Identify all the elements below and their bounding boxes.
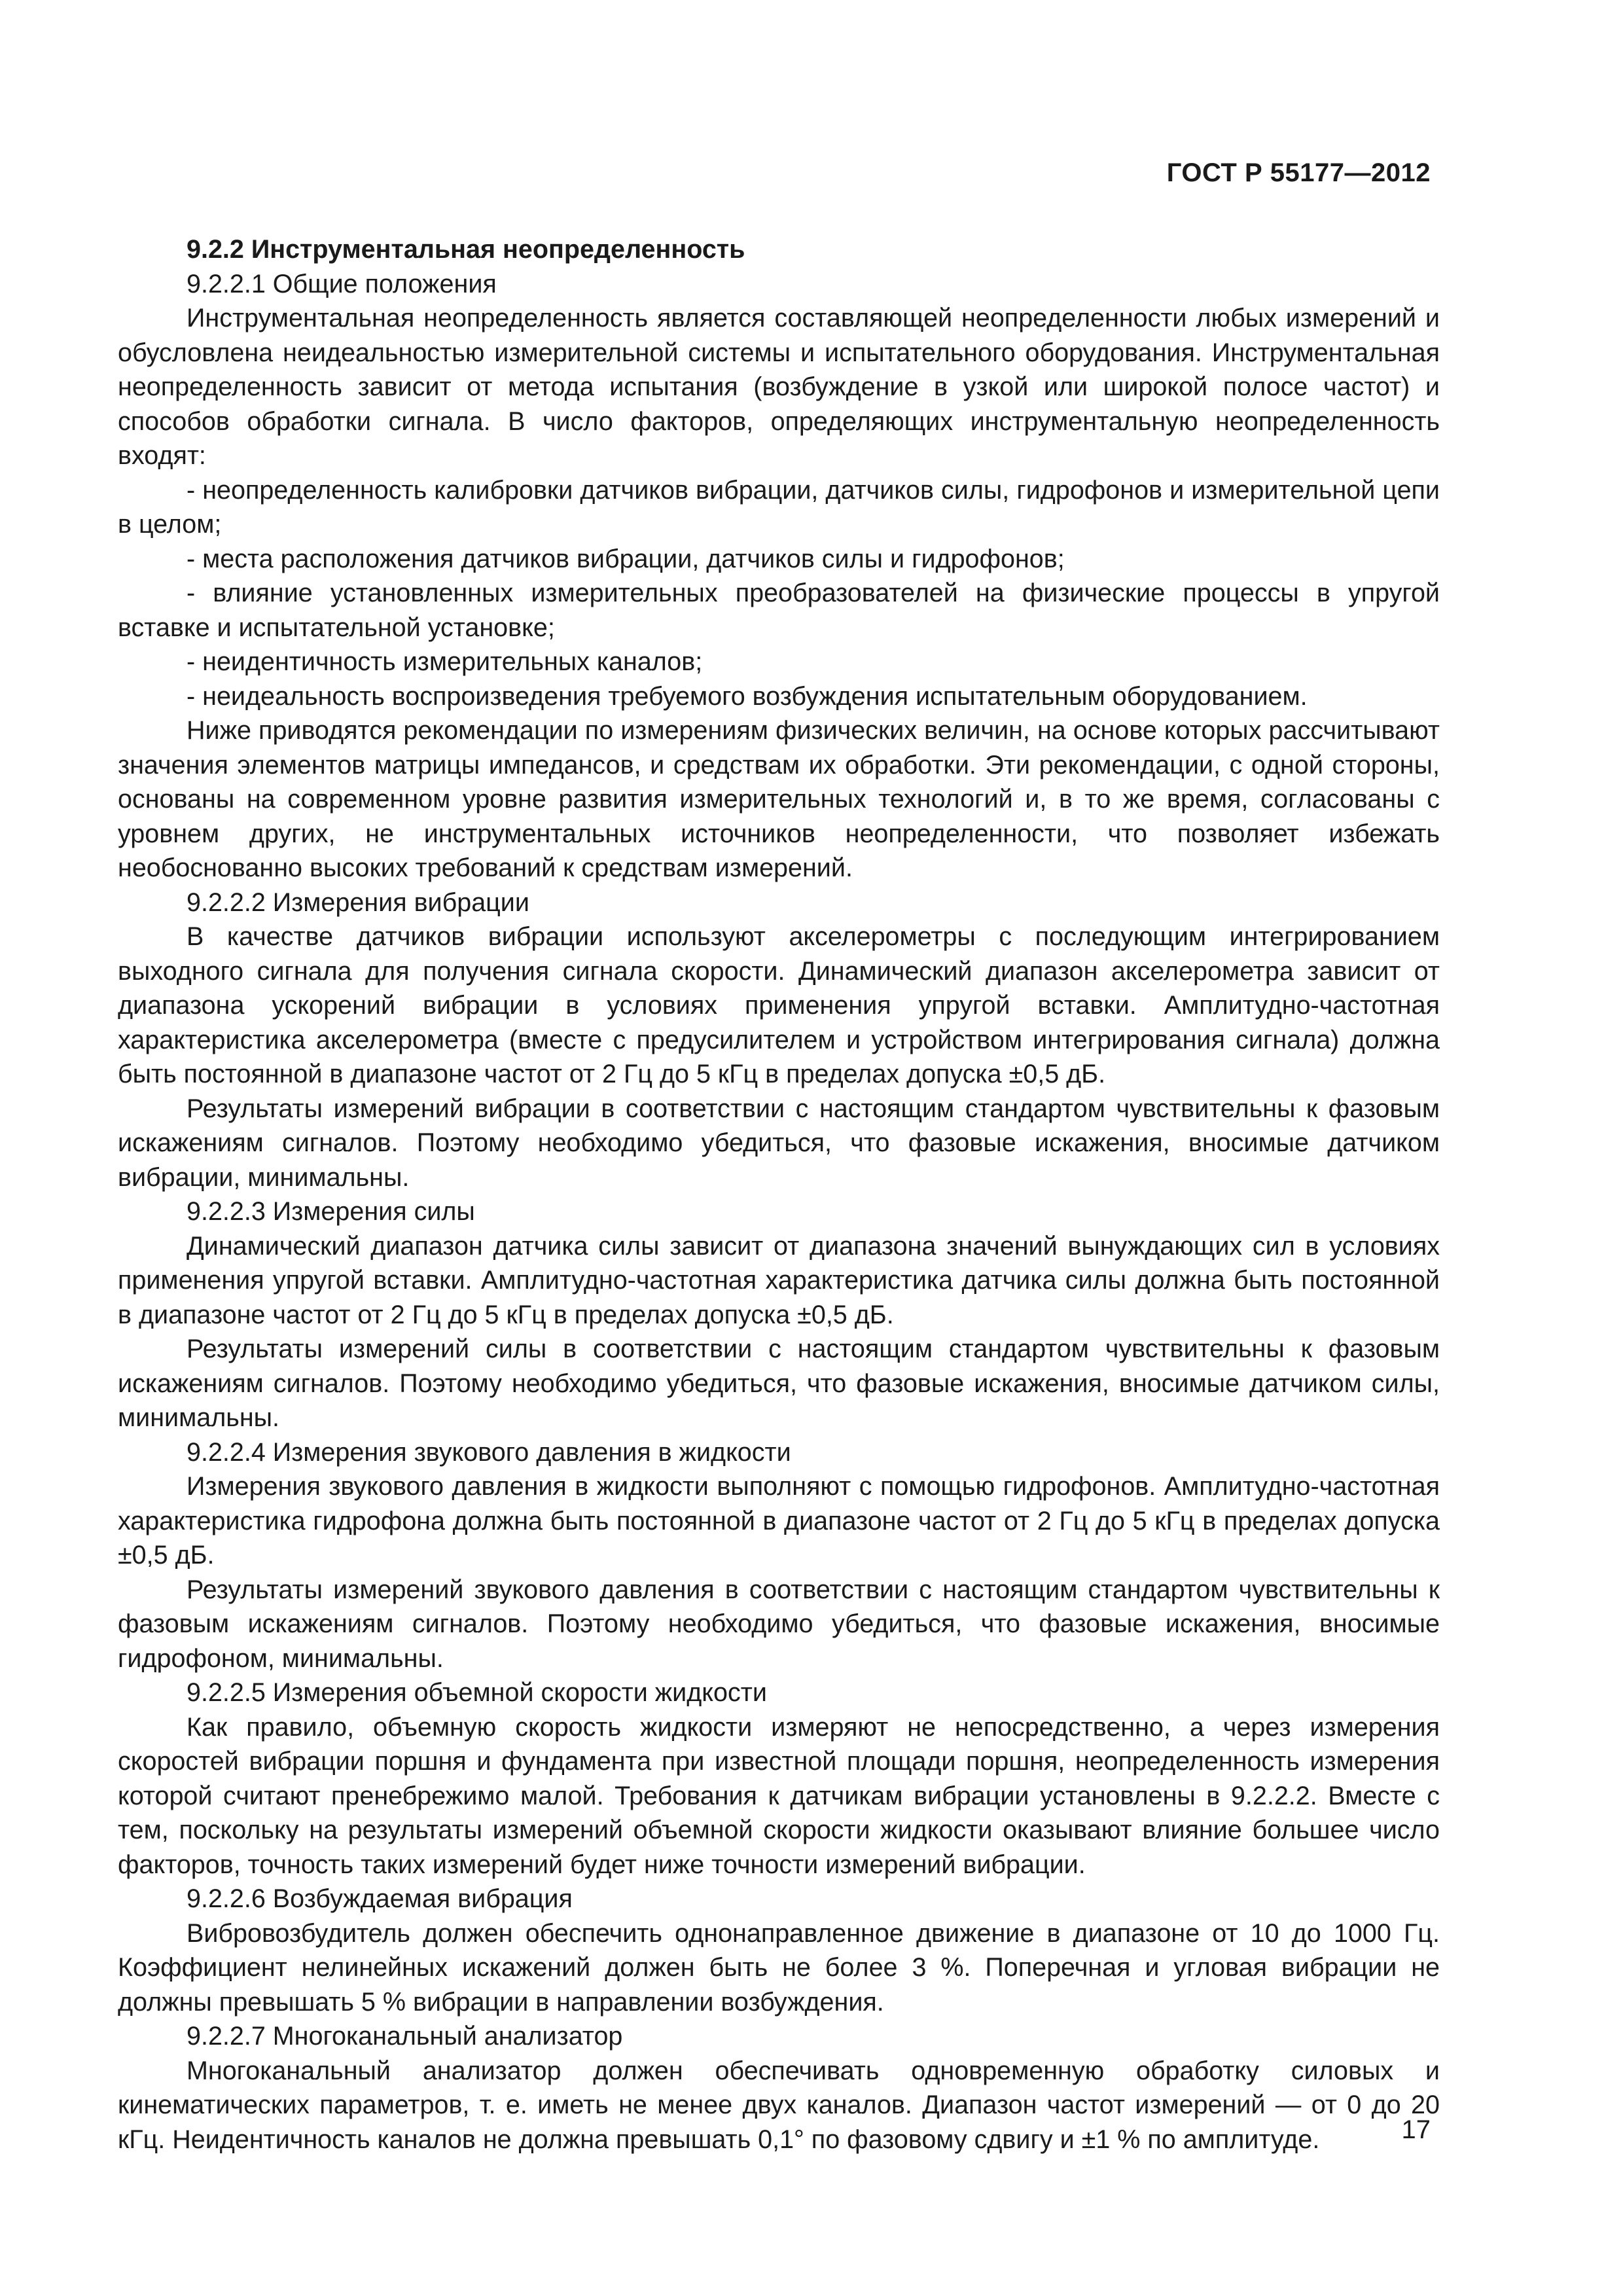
paragraph: Вибровозбудитель должен обеспечить однонаправленное движение в диапазоне от 10 до 1000 Гц. Коэффициент нелинейных искажений должен быть не более 3 %. Поперечная и угловая вибрации не должны превышать 5 % вибрации в направлении возбуждения. (118, 1918, 1440, 2017)
subsection-heading-sound-pressure: 9.2.2.4 Измерения звукового давления в жидкости (187, 1437, 791, 1467)
page-number: 17 (1401, 2115, 1431, 2144)
paragraph: Результаты измерений звукового давления в соответствии с настоящим стандартом чувствительны к фазовым искажениям сигналов. Поэтому необходимо убедиться, что фазовые искажения, вносимые гидрофоном, минимальны. (118, 1575, 1440, 1673)
section-heading: 9.2.2 Инструментальная неопределенность (187, 235, 745, 264)
page-body (118, 232, 1440, 2157)
list-item: - влияние установленных измерительных преобразователей на физические процессы в упругой вставке и испытательной установке; (118, 579, 1440, 642)
paragraph: Многоканальный анализатор должен обеспечивать одновременную обработку силовых и кинематических параметров, т. е. иметь не менее двух каналов. Диапазон частот измерений — от 0 до 20 кГц. Неидентичность каналов не должна превышать 0,1° по фазовому сдвигу и ±1 % по амплитуде. (118, 2056, 1440, 2154)
paragraph: Инструментальная неопределенность является составляющей неопределенности любых измерений и обусловлена неидеальностью измерительной системы и испытательного оборудования. Инструментальная неопределенность зависит от метода испытания (возбуждение в узкой или широкой полосе частот) и способов обработки сигнала. В число факторов, определяющих инструментальную неопределенность входят: (118, 304, 1440, 470)
paragraph: В качестве датчиков вибрации используют акселерометры с последующим интегрированием выходного сигнала для получения сигнала скорости. Динамический диапазон акселерометра зависит от диапазона ускорений вибрации в условиях применения упругой вставки. Амплитудно-частотная характеристика акселерометра (вместе с предусилителем и устройством интегрирования сигнала) должна быть постоянной в диапазоне частот от 2 Гц до 5 кГц в пределах допуска ±0,5 дБ. (118, 922, 1440, 1088)
paragraph: Динамический диапазон датчика силы зависит от диапазона значений вынуждающих сил в условиях применения упругой вставки. Амплитудно-частотная характеристика датчика силы должна быть постоянной в диапазоне частот от 2 Гц до 5 кГц в пределах допуска ±0,5 дБ. (118, 1231, 1440, 1329)
paragraph: Ниже приводятся рекомендации по измерениям физических величин, на основе которых рассчитывают значения элементов матрицы импедансов, и средствам их обработки. Эти рекомендации, с одной стороны, основаны на современном уровне развития измерительных технологий и, в то же время, согласованы с уровнем других, не инструментальных источников неопределенности, что позволяет избежать необоснованно высоких требований к средствам измерений. (118, 716, 1440, 882)
paragraph: Как правило, объемную скорость жидкости измеряют не непосредственно, а через измерения скоростей вибрации поршня и фундамента при известной площади поршня, неопределенность измерения которой считают пренебрежимо малой. Требования к датчикам вибрации установлены в 9.2.2.2. Вместе с тем, поскольку на результаты измерений объемной скорости жидкости оказывают влияние большее число факторов, точность таких измерений будет ниже точности измерений вибрации. (118, 1712, 1440, 1879)
standard-designation: ГОСТ Р 55177—2012 (1166, 158, 1431, 187)
subsection-heading-force: 9.2.2.3 Измерения силы (187, 1197, 475, 1226)
subsection-heading-excited-vibration: 9.2.2.6 Возбуждаемая вибрация (187, 1884, 573, 1913)
list-item: - места расположения датчиков вибрации, датчиков силы и гидрофонов; (187, 544, 1065, 573)
subsection-heading-general: 9.2.2.1 Общие положения (187, 269, 497, 298)
subsection-heading-analyzer: 9.2.2.7 Многоканальный анализатор (187, 2022, 623, 2051)
paragraph: Результаты измерений вибрации в соответствии с настоящим стандартом чувствительны к фазовым искажениям сигналов. Поэтому необходимо убедиться, что фазовые искажения, вносимые датчиком вибрации, минимальны. (118, 1094, 1440, 1192)
list-item: - неидеальность воспроизведения требуемого возбуждения испытательным оборудованием. (187, 681, 1308, 711)
list-item: - неопределенность калибровки датчиков вибрации, датчиков силы, гидрофонов и измерительной цепи в целом; (118, 475, 1440, 539)
subsection-heading-vibration: 9.2.2.2 Измерения вибрации (187, 888, 529, 917)
subsection-heading-volume-velocity: 9.2.2.5 Измерения объемной скорости жидкости (187, 1678, 767, 1707)
paragraph: Измерения звукового давления в жидкости выполняют с помощью гидрофонов. Амплитудно-частотная характеристика гидрофона должна быть постоянной в диапазоне частот от 2 Гц до 5 кГц в пределах допуска ±0,5 дБ. (118, 1472, 1440, 1570)
paragraph: Результаты измерений силы в соответствии с настоящим стандартом чувствительны к фазовым искажениям сигналов. Поэтому необходимо убедиться, что фазовые искажения, вносимые датчиком силы, минимальны. (118, 1335, 1440, 1432)
list-item: - неидентичность измерительных каналов; (187, 647, 703, 676)
